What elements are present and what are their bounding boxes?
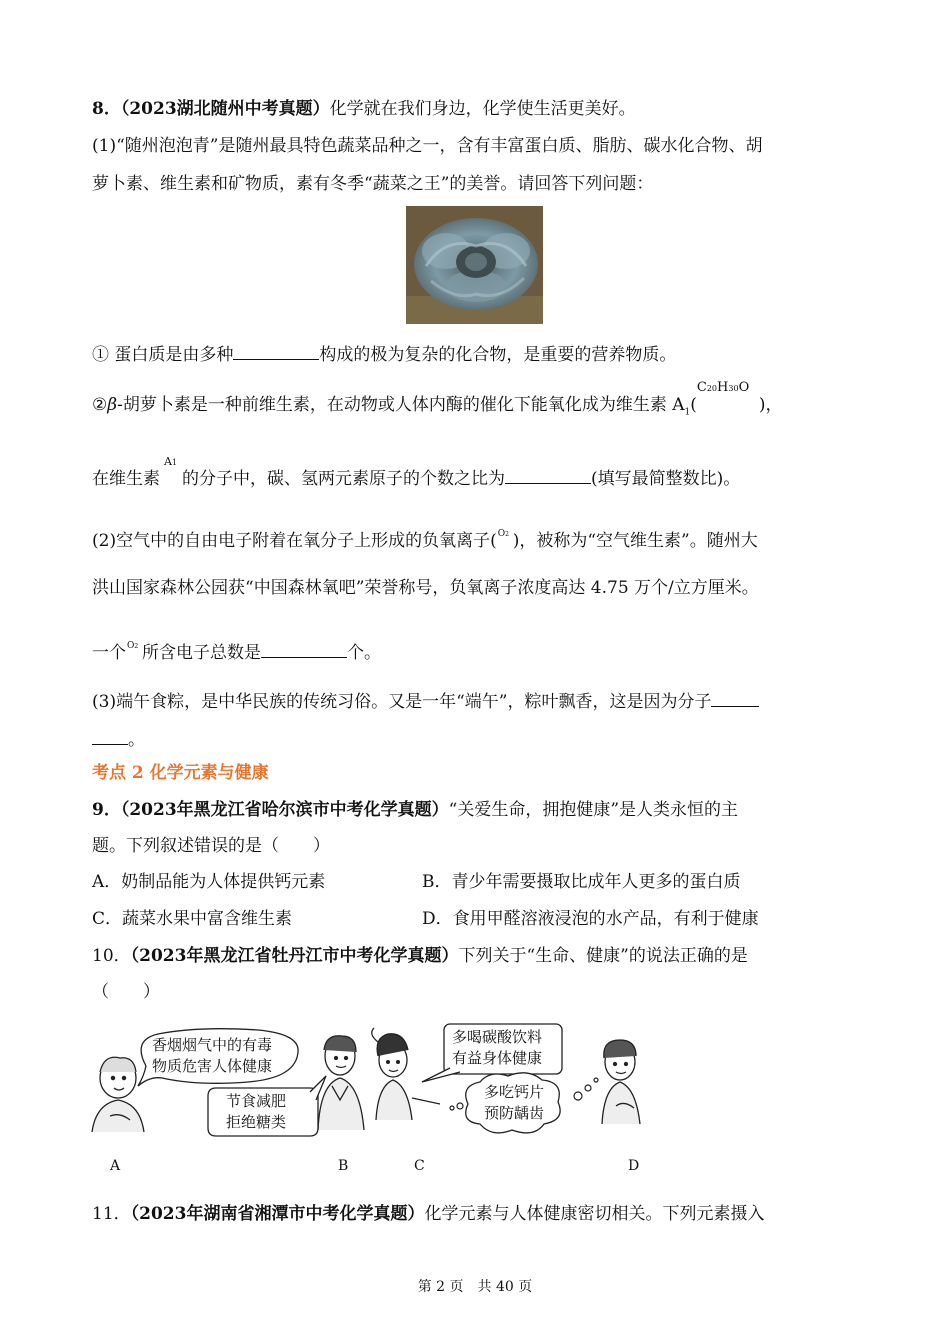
paren-close: )， — [758, 395, 783, 415]
vegetable-photo — [406, 206, 543, 324]
q8-number: 8． — [92, 99, 121, 119]
formula-c: C — [696, 380, 707, 395]
q9-option-a[interactable]: A．奶制品能为人体提供钙元素 — [92, 872, 326, 892]
ion-o-sub-2: 2 — [134, 643, 139, 650]
ion-o2-symbol-2 — [126, 638, 142, 658]
bubble-d-line1: 多吃钙片 — [484, 1083, 545, 1101]
q8-p2-line3-c: 个。 — [347, 643, 381, 663]
q8-p2-line2: 洪山国家森林公园获“中国森林氧吧”荣誉称号，负氧离子浓度高达 4.75 万个/立方厘米。 — [92, 578, 759, 598]
q9-stem1: “关爱生命，拥抱健康”是人类永恒的主 — [448, 800, 739, 820]
q8-p2-line1 — [92, 526, 758, 553]
vitamin-a-letter-sub: 1 — [171, 458, 178, 467]
answer-blank-2[interactable] — [505, 465, 591, 484]
section-heading: 考点 2 化学元素与健康 — [92, 763, 269, 783]
q8-p3-line1 — [92, 688, 759, 714]
q11-heading — [92, 1202, 764, 1226]
bubble-a-line2: 物质危害人体健康 — [152, 1057, 273, 1075]
q8-p2-text-b: )，被称为“空气维生素”。随州大 — [512, 531, 758, 551]
beta-symbol: β — [107, 395, 118, 415]
person-d-icon — [602, 1040, 640, 1124]
q8-stem: 化学就在我们身边，化学使生活更美好。 — [329, 99, 636, 119]
formula-o: O — [738, 380, 750, 395]
q8-p2-line3 — [92, 638, 381, 665]
bubble-c-text — [452, 1027, 542, 1069]
q10-illustration — [88, 1020, 688, 1160]
ion-o-sub: 2 — [505, 531, 509, 538]
ion-o-2: O — [127, 641, 135, 651]
q8-item3-text-b: 的分子中，碳、氢两元素原子的个数之比为 — [182, 469, 505, 489]
formula-c20h30o — [696, 380, 759, 410]
formula-c-sub: 20 — [706, 384, 718, 393]
q10-heading — [92, 944, 748, 968]
q8-item3 — [92, 455, 741, 491]
vitamin-a1-symbol — [160, 455, 182, 484]
q8-p3-text: (3)端午食粽，是中华民族的传统习俗。又是一年“端午”，粽叶飘香，这是因为分子 — [92, 692, 712, 712]
q10-stem: 下列关于“生命、健康”的说法正确的是 — [458, 946, 748, 966]
q8-p3-line2 — [92, 726, 145, 752]
answer-blank-4b[interactable] — [92, 726, 128, 745]
answer-blank-3[interactable] — [261, 639, 347, 658]
q9-number: 9． — [92, 800, 121, 820]
bubble-a-text — [152, 1035, 272, 1077]
q8-item2 — [92, 380, 783, 426]
vitamin-a1-sub: 1 — [684, 407, 691, 418]
answer-blank-1[interactable] — [233, 341, 319, 360]
ion-o2-symbol — [497, 526, 513, 546]
q9-option-d[interactable]: D．食用甲醛溶液浸泡的水产品，有利于健康 — [422, 909, 759, 929]
q8-p2-text-a: (2)空气中的自由电子附着在氧分子上形成的负氧离子( — [92, 531, 497, 551]
q10-label-b[interactable]: B — [338, 1158, 349, 1174]
q8-item2-circle: ② — [92, 395, 108, 415]
paren-open: ( — [690, 395, 697, 415]
q8-item1-text-a: ① 蛋白质是由多种 — [92, 345, 234, 365]
q8-item1-text-b: 构成的极为复杂的化合物，是重要的营养物质。 — [319, 345, 677, 365]
q11-number: 11． — [92, 1204, 131, 1224]
bubble-d-text — [484, 1082, 544, 1124]
q10-label-c[interactable]: C — [414, 1158, 425, 1174]
formula-h: H — [717, 380, 729, 395]
person-a-icon — [92, 1057, 144, 1132]
q10-source: （2023年黑龙江省牡丹江市中考化学真题） — [130, 946, 459, 966]
q8-heading — [92, 97, 636, 121]
q10-label-a[interactable]: A — [110, 1158, 121, 1174]
ion-o: O — [497, 529, 506, 539]
q11-stem: 化学元素与人体健康密切相关。下列元素摄入 — [424, 1204, 765, 1224]
bubble-d-line2: 预防龋齿 — [484, 1104, 545, 1122]
bubble-b-line1: 节食减肥 — [226, 1092, 287, 1110]
bubble-b-text — [226, 1091, 286, 1133]
q9-stem2: 题。下列叙述错误的是（ ） — [92, 836, 330, 856]
q8-p3-end: 。 — [128, 730, 145, 750]
person-c-icon — [372, 1028, 440, 1120]
bubble-b-line2: 拒绝糖类 — [226, 1113, 287, 1131]
q8-item3-text-a: 在维生素 — [92, 469, 160, 489]
q9-option-c[interactable]: C．蔬菜水果中富含维生素 — [92, 909, 293, 929]
q8-p2-line3-b: 所含电子总数是 — [142, 643, 261, 663]
q11-source: （2023年湖南省湘潭市中考化学真题） — [130, 1204, 425, 1224]
q8-p1-line1: (1)“随州泡泡青”是随州最具特色蔬菜品种之一，含有丰富蛋白质、脂肪、碳水化合物、胡 — [92, 136, 763, 156]
q8-p1-line2: 萝卜素、维生素和矿物质，素有冬季“蔬菜之王”的美誉。请回答下列问题： — [92, 174, 654, 194]
person-b-icon — [318, 1036, 364, 1130]
q10-label-d[interactable]: D — [628, 1158, 640, 1174]
q9-source: （2023年黑龙江省哈尔滨市中考化学真题） — [120, 800, 449, 820]
formula-h-sub: 30 — [728, 384, 739, 393]
q9-heading — [92, 798, 738, 822]
q8-item3-text-c: (填写最简整数比)。 — [591, 469, 741, 489]
page-footer: 第 2 页 共 40 页 — [417, 1279, 533, 1295]
q10-paren: （ ） — [92, 982, 160, 1002]
q9-option-b[interactable]: B．青少年需要摄取比成年人更多的蛋白质 — [422, 872, 741, 892]
vitamin-a-letter: A — [164, 455, 172, 468]
q8-item2-text: -胡萝卜素是一种前维生素，在动物或人体内酶的催化下能氧化成为维生素 A — [117, 395, 685, 415]
q8-source: （2023湖北随州中考真题） — [120, 99, 330, 119]
answer-blank-4a[interactable] — [711, 688, 759, 707]
q10-number: 10． — [92, 946, 131, 966]
bubble-c-line1: 多喝碳酸饮料 — [452, 1028, 543, 1046]
q8-p2-line3-a: 一个 — [92, 643, 126, 663]
bubble-a-line1: 香烟烟气中的有毒 — [152, 1036, 273, 1054]
bubble-c-line2: 有益身体健康 — [452, 1049, 543, 1067]
q8-item1 — [92, 341, 676, 367]
